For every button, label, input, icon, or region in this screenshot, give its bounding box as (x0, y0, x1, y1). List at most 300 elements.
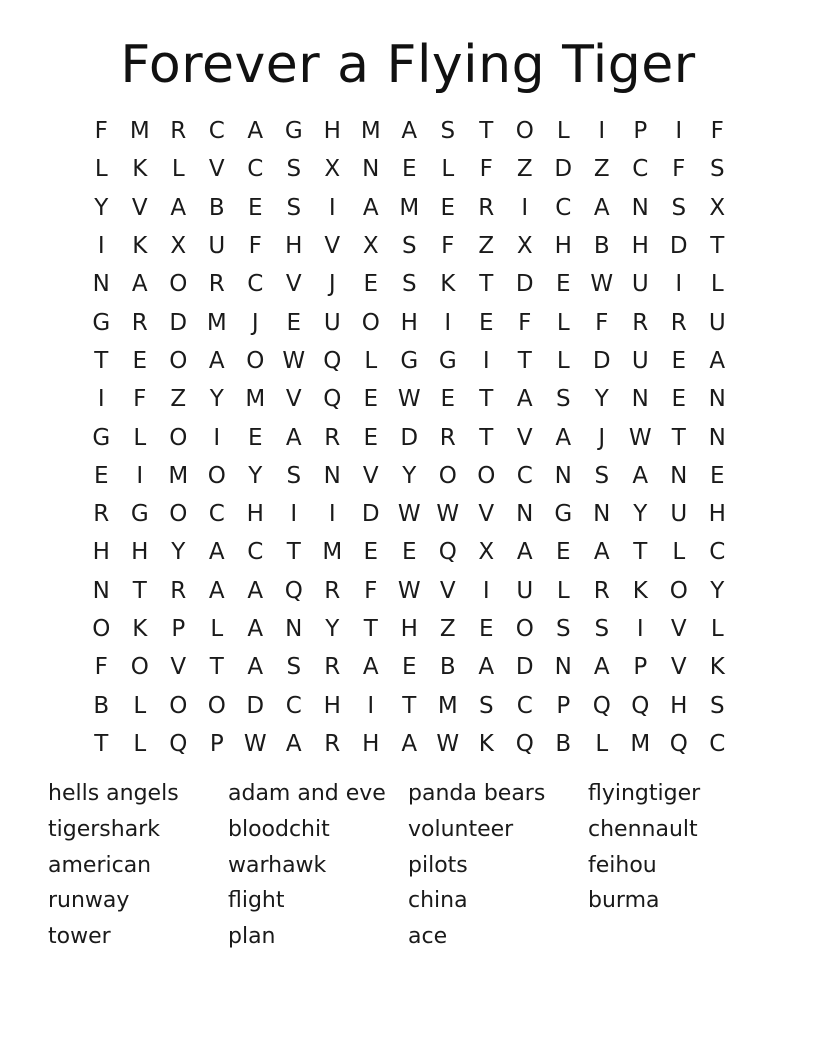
grid-cell[interactable]: E (440, 386, 456, 413)
grid-cell[interactable]: Z (439, 616, 456, 642)
grid-cell[interactable]: O (207, 462, 226, 489)
grid-cell[interactable]: S (594, 616, 610, 642)
grid-cell[interactable]: V (285, 386, 302, 413)
grid-cell[interactable]: V (670, 654, 687, 681)
grid-cell[interactable]: Q (284, 577, 303, 604)
grid-cell[interactable]: R (632, 309, 649, 336)
grid-cell[interactable]: N (554, 654, 572, 681)
grid-cell[interactable]: H (131, 539, 149, 566)
grid-cell[interactable]: M (360, 118, 381, 145)
grid-cell[interactable]: O (169, 501, 188, 528)
grid-cell[interactable]: L (133, 692, 147, 719)
grid-cell[interactable]: K (132, 616, 148, 642)
grid-cell[interactable]: A (593, 194, 610, 221)
grid-cell[interactable]: V (170, 654, 187, 681)
grid-cell[interactable]: V (670, 616, 687, 642)
grid-cell[interactable]: I (367, 692, 375, 719)
grid-cell[interactable]: L (210, 616, 224, 642)
grid-cell[interactable]: P (556, 692, 571, 719)
grid-cell[interactable]: H (92, 539, 110, 566)
grid-cell[interactable]: E (363, 271, 379, 298)
grid-cell[interactable]: C (632, 156, 649, 183)
grid-cell[interactable]: Q (169, 730, 188, 757)
grid-cell[interactable]: Z (170, 386, 187, 413)
grid-cell[interactable]: K (632, 577, 648, 604)
grid-cell[interactable]: I (328, 194, 336, 221)
grid-cell[interactable]: Y (594, 386, 609, 413)
grid-cell[interactable]: R (93, 501, 110, 528)
grid-cell[interactable]: H (708, 501, 726, 528)
word-list-item: panda bears (408, 781, 546, 806)
grid-cell[interactable]: R (478, 194, 495, 221)
grid-cell[interactable]: G (92, 424, 111, 451)
grid-cell[interactable]: C (516, 692, 533, 719)
grid-cell[interactable]: D (361, 501, 380, 528)
word-list-item: pilots (408, 852, 468, 878)
grid-cell[interactable]: S (286, 654, 302, 681)
grid-cell[interactable]: W (282, 347, 306, 374)
grid-cell[interactable]: T (479, 118, 494, 145)
grid-cell[interactable]: R (131, 309, 148, 336)
grid-cell[interactable]: H (362, 730, 380, 757)
grid-cell[interactable]: A (632, 462, 649, 489)
grid-cell[interactable]: L (94, 156, 108, 183)
grid-cell[interactable]: Z (478, 233, 495, 260)
word-list-item: feihou (588, 852, 657, 878)
grid-cell[interactable]: T (710, 233, 725, 260)
grid-cell[interactable]: X (516, 233, 533, 260)
grid-cell[interactable]: G (438, 347, 457, 374)
grid-cell[interactable]: O (515, 616, 534, 642)
grid-cell[interactable]: T (286, 539, 301, 566)
grid-cell[interactable]: I (482, 577, 490, 604)
grid-cell[interactable]: I (213, 424, 221, 451)
grid-cell[interactable]: E (478, 616, 494, 642)
grid-cell[interactable]: B (555, 730, 572, 757)
grid-cell[interactable]: N (708, 424, 726, 451)
grid-cell[interactable]: U (670, 501, 688, 528)
grid-cell[interactable]: T (209, 654, 224, 681)
grid-cell[interactable]: E (286, 309, 302, 336)
grid-cell[interactable]: F (133, 386, 147, 413)
word-list-item: china (408, 888, 468, 914)
grid-cell[interactable]: K (132, 233, 148, 260)
grid-cell[interactable]: O (92, 616, 111, 642)
grid-cell[interactable]: W (590, 271, 614, 298)
grid-cell[interactable]: N (631, 194, 649, 221)
grid-cell[interactable]: L (556, 347, 570, 374)
grid-cell[interactable]: E (555, 539, 571, 566)
grid-cell[interactable]: W (397, 577, 421, 604)
grid-cell[interactable]: I (598, 118, 606, 145)
word-list-item: chennault (588, 816, 698, 842)
grid-cell[interactable]: I (97, 233, 105, 260)
grid-cell[interactable]: L (672, 539, 686, 566)
grid-cell[interactable]: S (709, 692, 725, 719)
grid-cell[interactable]: F (441, 233, 455, 260)
grid-cell[interactable]: A (285, 424, 302, 451)
grid-cell[interactable]: L (556, 118, 570, 145)
letter-grid (82, 112, 737, 763)
grid-cell[interactable]: N (516, 501, 534, 528)
grid-cell[interactable]: V (516, 424, 533, 451)
grid-cell[interactable]: K (132, 156, 148, 183)
grid-cell[interactable]: I (636, 616, 644, 642)
grid-cell[interactable]: I (328, 501, 336, 528)
grid-cell[interactable]: O (169, 271, 188, 298)
grid-cell[interactable]: R (208, 271, 225, 298)
grid-cell[interactable]: N (362, 156, 380, 183)
grid-cell[interactable]: F (94, 654, 108, 681)
grid-cell[interactable]: R (593, 577, 610, 604)
grid-cell[interactable]: M (399, 194, 420, 221)
word-list-item: burma (588, 888, 660, 914)
grid-cell[interactable]: A (247, 118, 264, 145)
grid-cell[interactable]: L (595, 730, 609, 757)
grid-cell[interactable]: D (515, 654, 534, 681)
grid-cell[interactable]: U (631, 271, 649, 298)
grid-cell[interactable]: X (170, 233, 187, 260)
grid-cell[interactable]: A (593, 539, 610, 566)
grid-cell[interactable]: M (129, 118, 150, 145)
grid-cell[interactable]: U (323, 309, 341, 336)
grid-cell[interactable]: N (554, 462, 572, 489)
grid-cell[interactable]: S (671, 194, 687, 221)
grid-cell[interactable]: N (631, 386, 649, 413)
grid-cell[interactable]: Q (323, 386, 342, 413)
grid-cell[interactable]: S (594, 462, 610, 489)
grid-cell[interactable]: L (441, 156, 455, 183)
grid-cell[interactable]: N (92, 577, 110, 604)
grid-cell[interactable]: C (247, 156, 264, 183)
word-list-item: flyingtiger (588, 781, 701, 806)
grid-cell[interactable]: E (132, 347, 148, 374)
grid-cell[interactable]: E (478, 309, 494, 336)
grid-cell[interactable]: S (555, 616, 571, 642)
grid-cell[interactable]: G (284, 118, 303, 145)
grid-cell[interactable]: I (521, 194, 529, 221)
grid-cell[interactable]: K (478, 730, 494, 757)
grid-cell[interactable]: T (402, 692, 417, 719)
grid-cell[interactable]: A (208, 347, 225, 374)
grid-cell[interactable]: A (247, 654, 264, 681)
grid-cell[interactable]: N (593, 501, 611, 528)
grid-cell[interactable]: N (670, 462, 688, 489)
grid-cell[interactable]: L (171, 156, 185, 183)
word-list-item: bloodchit (228, 816, 330, 842)
grid-cell[interactable]: E (247, 194, 263, 221)
grid-cell[interactable]: L (710, 271, 724, 298)
grid-cell[interactable]: J (328, 271, 336, 298)
grid-cell[interactable]: N (323, 462, 341, 489)
grid-cell[interactable]: W (436, 730, 460, 757)
grid-cell[interactable]: D (669, 233, 688, 260)
grid-cell[interactable]: Q (323, 347, 342, 374)
grid-cell[interactable]: L (133, 730, 147, 757)
grid-cell[interactable]: T (479, 424, 494, 451)
grid-cell[interactable]: K (709, 654, 725, 681)
grid-cell[interactable]: T (479, 271, 494, 298)
grid-cell[interactable]: U (208, 233, 226, 260)
grid-cell[interactable]: T (363, 616, 378, 642)
grid-cell[interactable]: E (401, 156, 417, 183)
grid-cell[interactable]: F (672, 156, 686, 183)
grid-cell[interactable]: N (92, 271, 110, 298)
grid-cell[interactable]: F (248, 233, 262, 260)
grid-cell[interactable]: A (247, 616, 264, 642)
grid-cell[interactable]: I (444, 309, 452, 336)
grid-cell[interactable]: E (671, 386, 687, 413)
grid-cell[interactable]: C (709, 730, 726, 757)
grid-cell[interactable]: Q (669, 730, 688, 757)
grid-cell[interactable]: E (401, 654, 417, 681)
grid-cell[interactable]: F (364, 577, 378, 604)
grid-cell[interactable]: Y (248, 462, 263, 489)
grid-cell[interactable]: C (208, 501, 225, 528)
grid-cell[interactable]: G (92, 309, 111, 336)
grid-cell[interactable]: D (592, 347, 611, 374)
grid-cell[interactable]: I (290, 501, 298, 528)
grid-cell[interactable]: S (286, 194, 302, 221)
grid-cell[interactable]: R (324, 424, 341, 451)
grid-cell[interactable]: A (131, 271, 148, 298)
grid-cell[interactable]: S (401, 271, 417, 298)
grid-cell[interactable]: A (709, 347, 726, 374)
grid-cell[interactable]: B (93, 692, 110, 719)
grid-cell[interactable]: C (285, 692, 302, 719)
grid-cell[interactable]: V (285, 271, 302, 298)
grid-cell[interactable]: G (554, 501, 573, 528)
grid-cell[interactable]: Z (516, 156, 533, 183)
grid-cell[interactable]: A (285, 730, 302, 757)
grid-cell[interactable]: Z (593, 156, 610, 183)
grid-cell[interactable]: U (708, 309, 726, 336)
grid-cell[interactable]: W (397, 501, 421, 528)
grid-cell[interactable]: A (170, 194, 187, 221)
grid-cell[interactable]: V (362, 462, 379, 489)
grid-cell[interactable]: V (478, 501, 495, 528)
grid-cell[interactable]: S (709, 156, 725, 183)
grid-cell[interactable]: A (362, 194, 379, 221)
grid-cell[interactable]: H (400, 616, 418, 642)
grid-cell[interactable]: H (670, 692, 688, 719)
grid-cell[interactable]: S (555, 386, 571, 413)
grid-cell[interactable]: Y (710, 577, 725, 604)
grid-cell[interactable]: H (323, 692, 341, 719)
grid-cell[interactable]: X (709, 194, 726, 221)
grid-cell[interactable]: A (208, 539, 225, 566)
grid-cell[interactable]: O (515, 118, 534, 145)
grid-cell[interactable]: F (518, 309, 532, 336)
grid-cell[interactable]: P (209, 730, 224, 757)
grid-cell[interactable]: Y (633, 501, 648, 528)
grid-cell[interactable]: A (362, 654, 379, 681)
grid-cell[interactable]: T (132, 577, 147, 604)
grid-cell[interactable]: W (628, 424, 652, 451)
grid-cell[interactable]: I (675, 118, 683, 145)
grid-cell[interactable]: U (631, 347, 649, 374)
grid-cell[interactable]: B (439, 654, 456, 681)
grid-cell[interactable]: B (593, 233, 610, 260)
grid-cell[interactable]: H (400, 309, 418, 336)
grid-cell[interactable]: C (555, 194, 572, 221)
grid-cell[interactable]: M (322, 539, 343, 566)
grid-cell[interactable]: S (478, 692, 494, 719)
grid-cell[interactable]: T (633, 539, 648, 566)
grid-cell[interactable]: Q (631, 692, 650, 719)
grid-cell[interactable]: C (516, 462, 533, 489)
grid-cell[interactable]: T (94, 730, 109, 757)
grid-cell[interactable]: X (362, 233, 379, 260)
grid-cell[interactable]: D (169, 309, 188, 336)
grid-cell[interactable]: C (247, 271, 264, 298)
grid-cell[interactable]: H (323, 118, 341, 145)
grid-cell[interactable]: J (598, 424, 606, 451)
grid-cell[interactable]: I (675, 271, 683, 298)
grid-cell[interactable]: L (710, 616, 724, 642)
grid-cell[interactable]: Y (402, 462, 417, 489)
grid-cell[interactable]: D (400, 424, 419, 451)
grid-cell[interactable]: U (516, 577, 534, 604)
grid-cell[interactable]: T (94, 347, 109, 374)
grid-cell[interactable]: O (130, 654, 149, 681)
grid-cell[interactable]: W (436, 501, 460, 528)
grid-cell[interactable]: P (171, 616, 186, 642)
grid-cell[interactable]: A (401, 730, 418, 757)
grid-cell[interactable]: I (136, 462, 144, 489)
grid-cell[interactable]: M (437, 692, 458, 719)
grid-cell[interactable]: O (169, 424, 188, 451)
grid-cell[interactable]: F (710, 118, 724, 145)
grid-cell[interactable]: D (554, 156, 573, 183)
grid-cell[interactable]: Q (515, 730, 534, 757)
grid-cell[interactable]: A (555, 424, 572, 451)
grid-cell[interactable]: I (482, 347, 490, 374)
grid-cell[interactable]: R (170, 118, 187, 145)
grid-cell[interactable]: Y (171, 539, 186, 566)
grid-cell[interactable]: B (208, 194, 225, 221)
grid-cell[interactable]: Y (94, 194, 109, 221)
grid-cell[interactable]: L (133, 424, 147, 451)
grid-cell[interactable]: D (515, 271, 534, 298)
grid-cell[interactable]: A (208, 577, 225, 604)
grid-cell[interactable]: C (709, 539, 726, 566)
grid-cell[interactable]: J (251, 309, 259, 336)
grid-cell[interactable]: A (478, 654, 495, 681)
grid-cell[interactable]: P (633, 118, 648, 145)
grid-cell[interactable]: E (363, 424, 379, 451)
grid-cell[interactable]: O (169, 692, 188, 719)
grid-cell[interactable]: E (671, 347, 687, 374)
grid-cell[interactable]: M (168, 462, 189, 489)
grid-cell[interactable]: N (708, 386, 726, 413)
grid-cell[interactable]: A (247, 577, 264, 604)
grid-cell[interactable]: Y (209, 386, 224, 413)
grid-cell[interactable]: A (401, 118, 418, 145)
grid-cell[interactable]: Y (325, 616, 340, 642)
grid-cell[interactable]: R (670, 309, 687, 336)
grid-cell[interactable]: S (401, 233, 417, 260)
grid-cell[interactable]: G (400, 347, 419, 374)
grid-cell[interactable]: V (439, 577, 456, 604)
grid-cell[interactable]: F (94, 118, 108, 145)
grid-cell[interactable]: E (401, 539, 417, 566)
grid-cell[interactable]: F (595, 309, 609, 336)
grid-cell[interactable]: C (247, 539, 264, 566)
grid-cell[interactable]: E (709, 462, 725, 489)
grid-cell[interactable]: E (555, 271, 571, 298)
grid-cell[interactable]: S (286, 462, 302, 489)
grid-cell[interactable]: L (556, 577, 570, 604)
grid-cell[interactable]: A (593, 654, 610, 681)
grid-cell[interactable]: L (556, 309, 570, 336)
grid-cell[interactable]: D (246, 692, 265, 719)
grid-cell[interactable]: H (631, 233, 649, 260)
grid-cell[interactable]: O (477, 462, 496, 489)
grid-cell[interactable]: E (363, 386, 379, 413)
grid-cell[interactable]: O (669, 577, 688, 604)
grid-cell[interactable]: E (440, 194, 456, 221)
grid-cell[interactable]: H (246, 501, 264, 528)
grid-cell[interactable]: K (440, 271, 456, 298)
grid-cell[interactable]: X (478, 539, 495, 566)
grid-cell[interactable]: E (247, 424, 263, 451)
grid-cell[interactable]: P (633, 654, 648, 681)
grid-cell[interactable]: S (440, 118, 456, 145)
grid-cell[interactable]: I (97, 386, 105, 413)
grid-cell[interactable]: N (285, 616, 303, 642)
grid-cell[interactable]: T (671, 424, 686, 451)
grid-cell[interactable]: H (554, 233, 572, 260)
grid-cell[interactable]: V (208, 156, 225, 183)
grid-cell[interactable]: G (130, 501, 149, 528)
grid-cell[interactable]: E (93, 462, 109, 489)
grid-cell[interactable]: V (324, 233, 341, 260)
word-list-item: tower (48, 924, 111, 950)
grid-cell[interactable]: S (286, 156, 302, 183)
grid-cell[interactable]: X (324, 156, 341, 183)
grid-cell[interactable]: V (131, 194, 148, 221)
grid-cell[interactable]: O (361, 309, 380, 336)
grid-cell[interactable]: C (208, 118, 225, 145)
grid-cell[interactable]: M (206, 309, 227, 336)
grid-cell[interactable]: O (438, 462, 457, 489)
grid-cell[interactable]: O (169, 347, 188, 374)
word-list-item: ace (408, 924, 448, 950)
grid-cell[interactable]: T (479, 386, 494, 413)
grid-cell[interactable]: F (479, 156, 493, 183)
grid-cell[interactable]: R (439, 424, 456, 451)
grid-cell[interactable]: R (324, 577, 341, 604)
grid-cell[interactable]: T (517, 347, 532, 374)
grid-cell[interactable]: R (324, 730, 341, 757)
grid-cell[interactable]: O (207, 692, 226, 719)
grid-cell[interactable]: E (363, 539, 379, 566)
grid-cell[interactable]: R (170, 577, 187, 604)
grid-cell[interactable]: Q (438, 539, 457, 566)
grid-cell[interactable]: A (516, 539, 533, 566)
grid-cell[interactable]: Q (592, 692, 611, 719)
grid-cell[interactable]: H (285, 233, 303, 260)
grid-cell[interactable]: W (397, 386, 421, 413)
grid-cell[interactable]: M (630, 730, 651, 757)
grid-cell[interactable]: A (516, 386, 533, 413)
grid-cell[interactable]: L (364, 347, 378, 374)
grid-cell[interactable]: R (324, 654, 341, 681)
grid-cell[interactable]: O (246, 347, 265, 374)
grid-cell[interactable]: M (245, 386, 266, 413)
grid-cell[interactable]: W (243, 730, 267, 757)
